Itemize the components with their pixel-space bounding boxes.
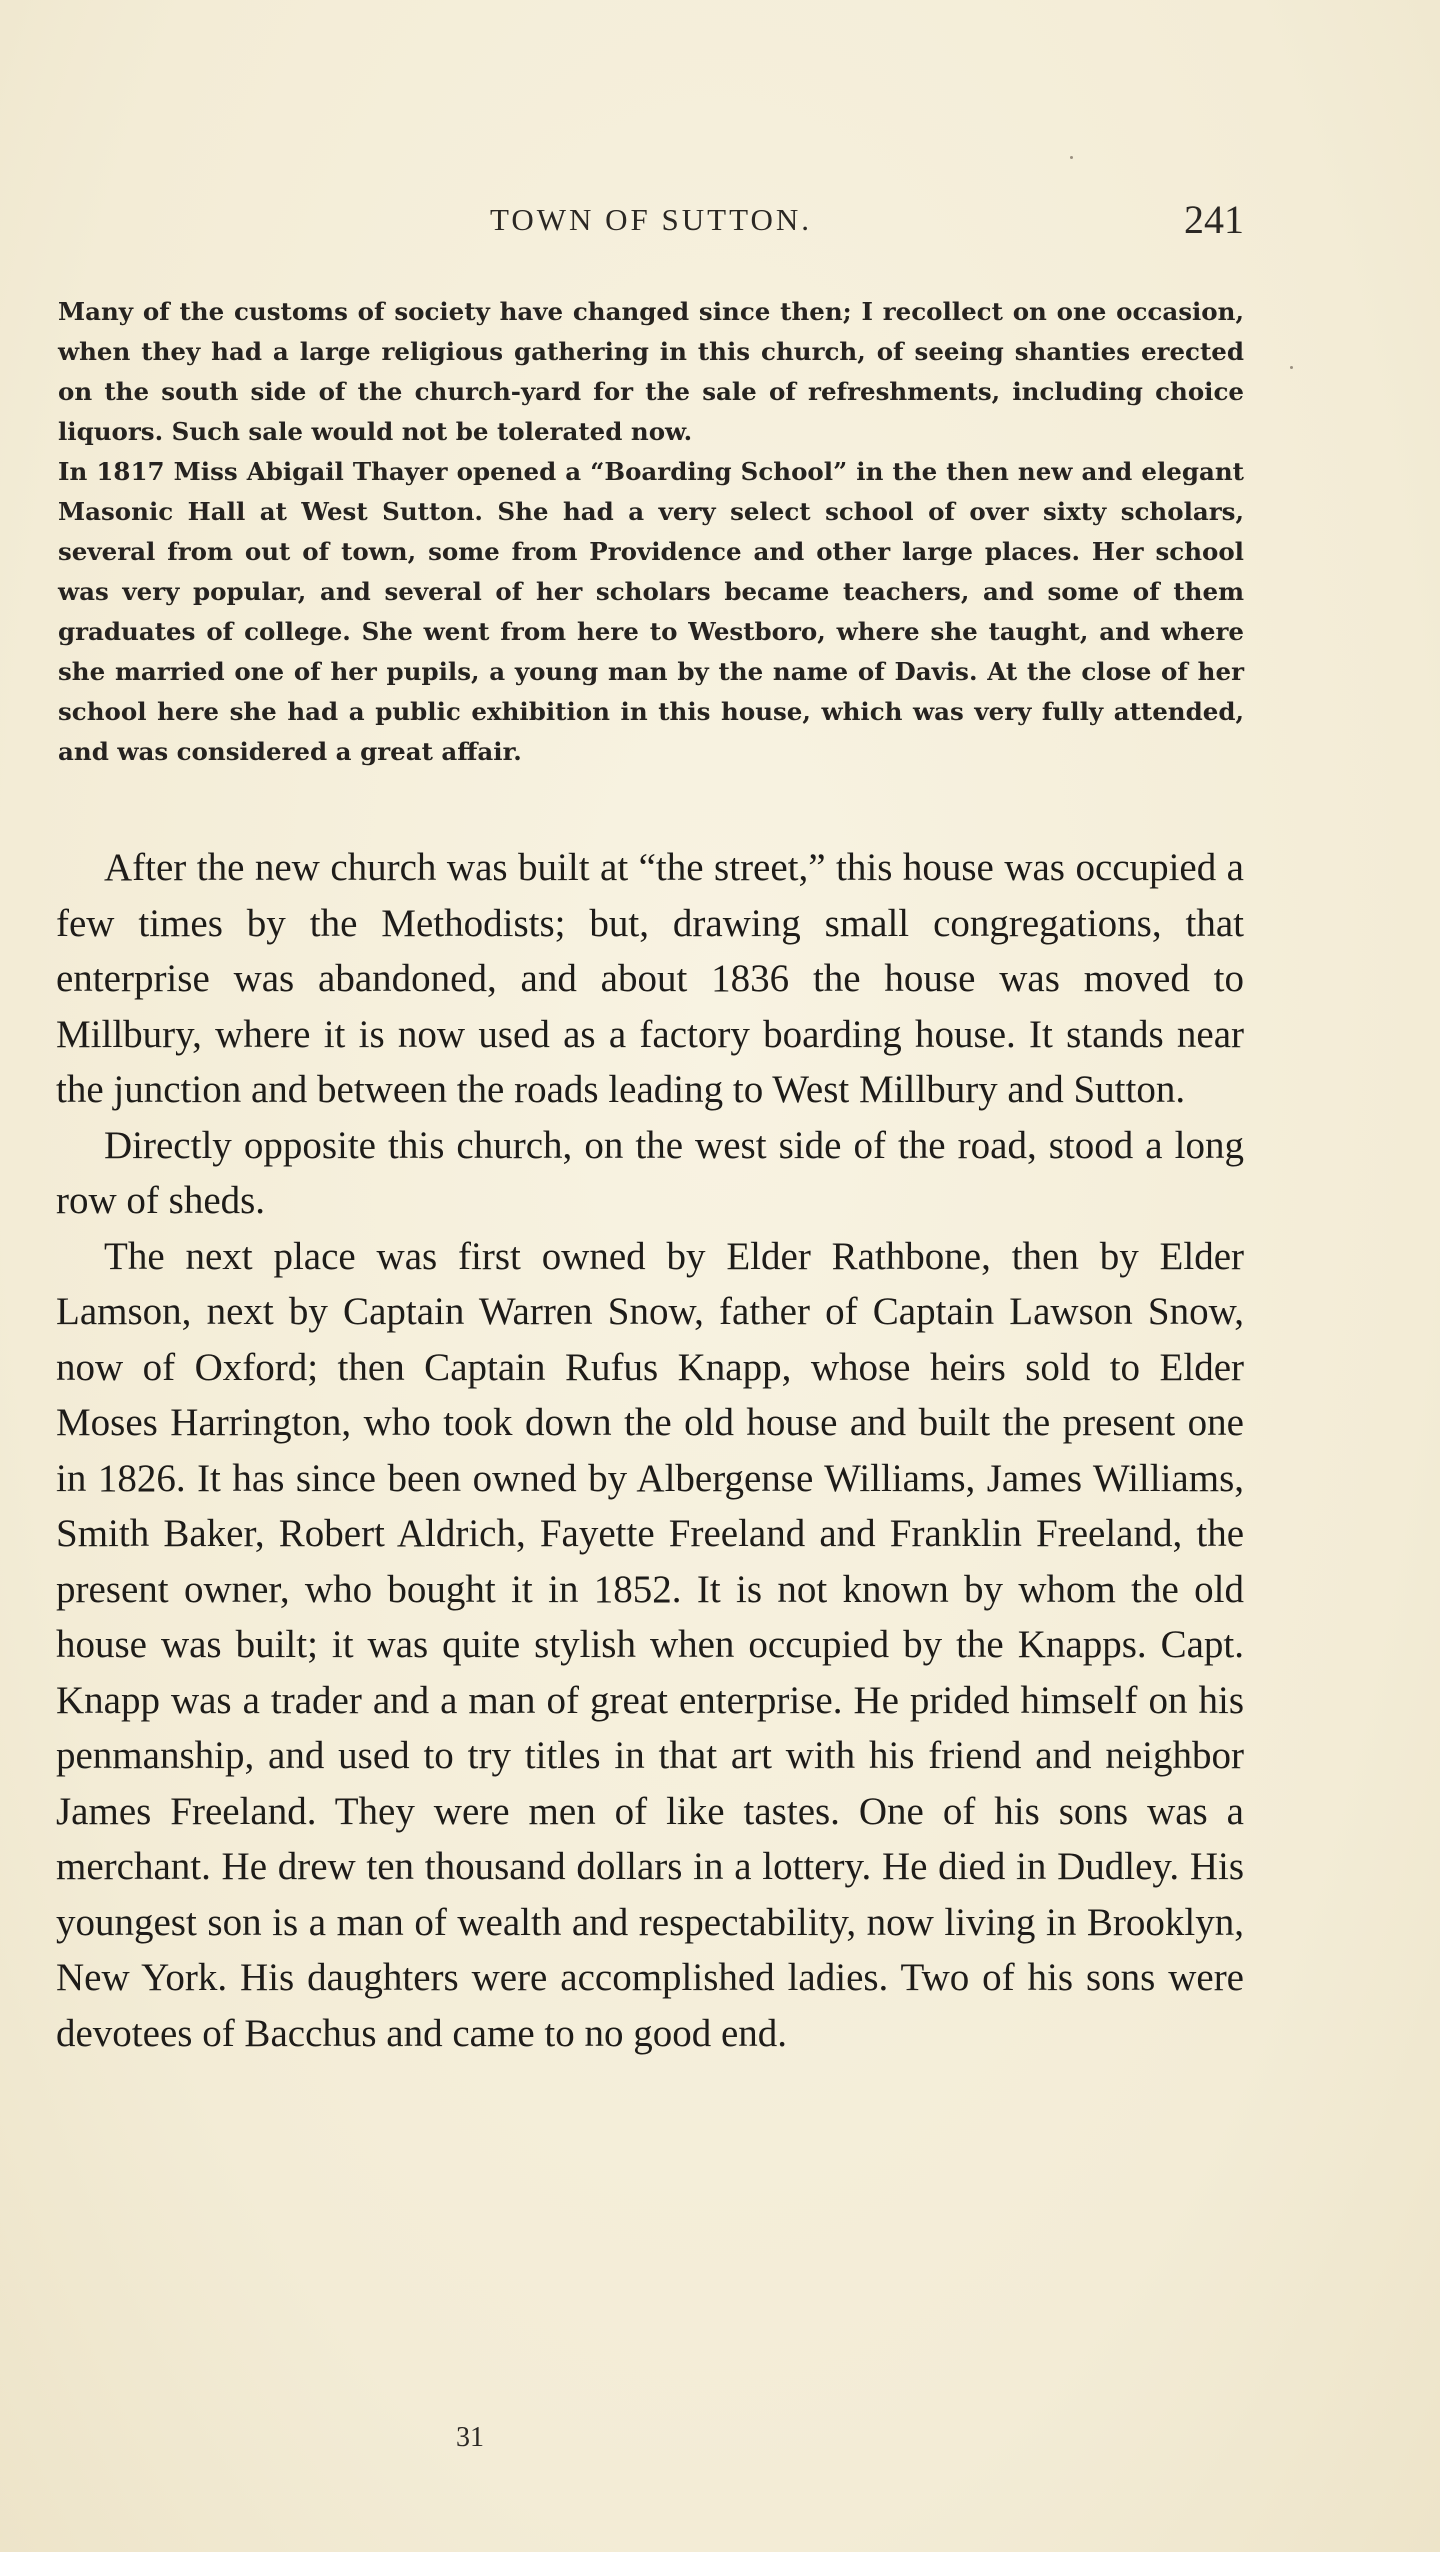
quote-paragraph: Many of the customs of society have changed since then; I recollect on one occasion, when they had a large religious gathering in this church, of seeing shanties erected on the south side of the church-yard for the sale of refreshments, including choice liquors. Such sale would not be tolerated now. — [58, 297, 1244, 446]
body-paragraph: Directly opposite this church, on the west side of the road, stood a long row of sheds. — [56, 1123, 1244, 1222]
body-paragraph: After the new church was built at “the street,” this house was occupied a few times by the Methodists; but, drawing small congregations, that enterprise was abandoned, and about 1836 the house was moved to Millbury, where it is now used as a factory boarding house. It stands near the junction and between the roads leading to West Millbury and Sutton. — [56, 846, 1244, 1111]
paper-speck — [1290, 366, 1293, 369]
quoted-passage — [58, 292, 1244, 772]
page-number: 241 — [1184, 197, 1244, 242]
main-text — [56, 840, 1244, 2061]
page-header — [58, 196, 1244, 252]
body-paragraph: The next place was first owned by Elder Rathbone, then by Elder Lamson, next by Captain Warren Snow, father of Captain Lawson Snow, now of Oxford; then Captain Rufus Knapp, whose heirs sold to Elder Moses Harrington, who took down the old house and built the present one in 1826. It has since been owned by Albergense Williams, James Williams, Smith Baker, Robert Aldrich, Fayette Freeland and Franklin Freeland, the present owner, who bought it in 1852. It is not known by whom the old house was built; it was quite stylish when occupied by the Knapps. Capt. Knapp was a trader and a man of great enterprise. He prided himself on his penmanship, and used to try titles in that art with his friend and neighbor James Freeland. They were men of like tastes. One of his sons was a merchant. He drew ten thousand dollars in a lottery. He died in Dudley. His youngest son is a man of wealth and respectability, now living in Brooklyn, New York. His daughters were accomplished ladies. Two of his sons were devotees of Bacchus and came to no good end. — [56, 1234, 1244, 2055]
quote-paragraph: In 1817 Miss Abigail Thayer opened a “Boarding School” in the then new and elegant Masonic Hall at West Sutton. She had a very select school of over sixty scholars, several from out of town, some from Providence and other large places. Her school was very popular, and several of her scholars became teachers, and some of them graduates of college. She went from here to Westboro, where she taught, and where she married one of her pupils, a young man by the name of Davis. At the close of her school here she had a public exhibition in this house, which was very fully attended, and was considered a great affair. — [58, 457, 1244, 766]
paper-speck — [1070, 156, 1073, 159]
running-head: TOWN OF SUTTON. — [489, 202, 812, 237]
signature-mark: 31 — [456, 2422, 484, 2453]
